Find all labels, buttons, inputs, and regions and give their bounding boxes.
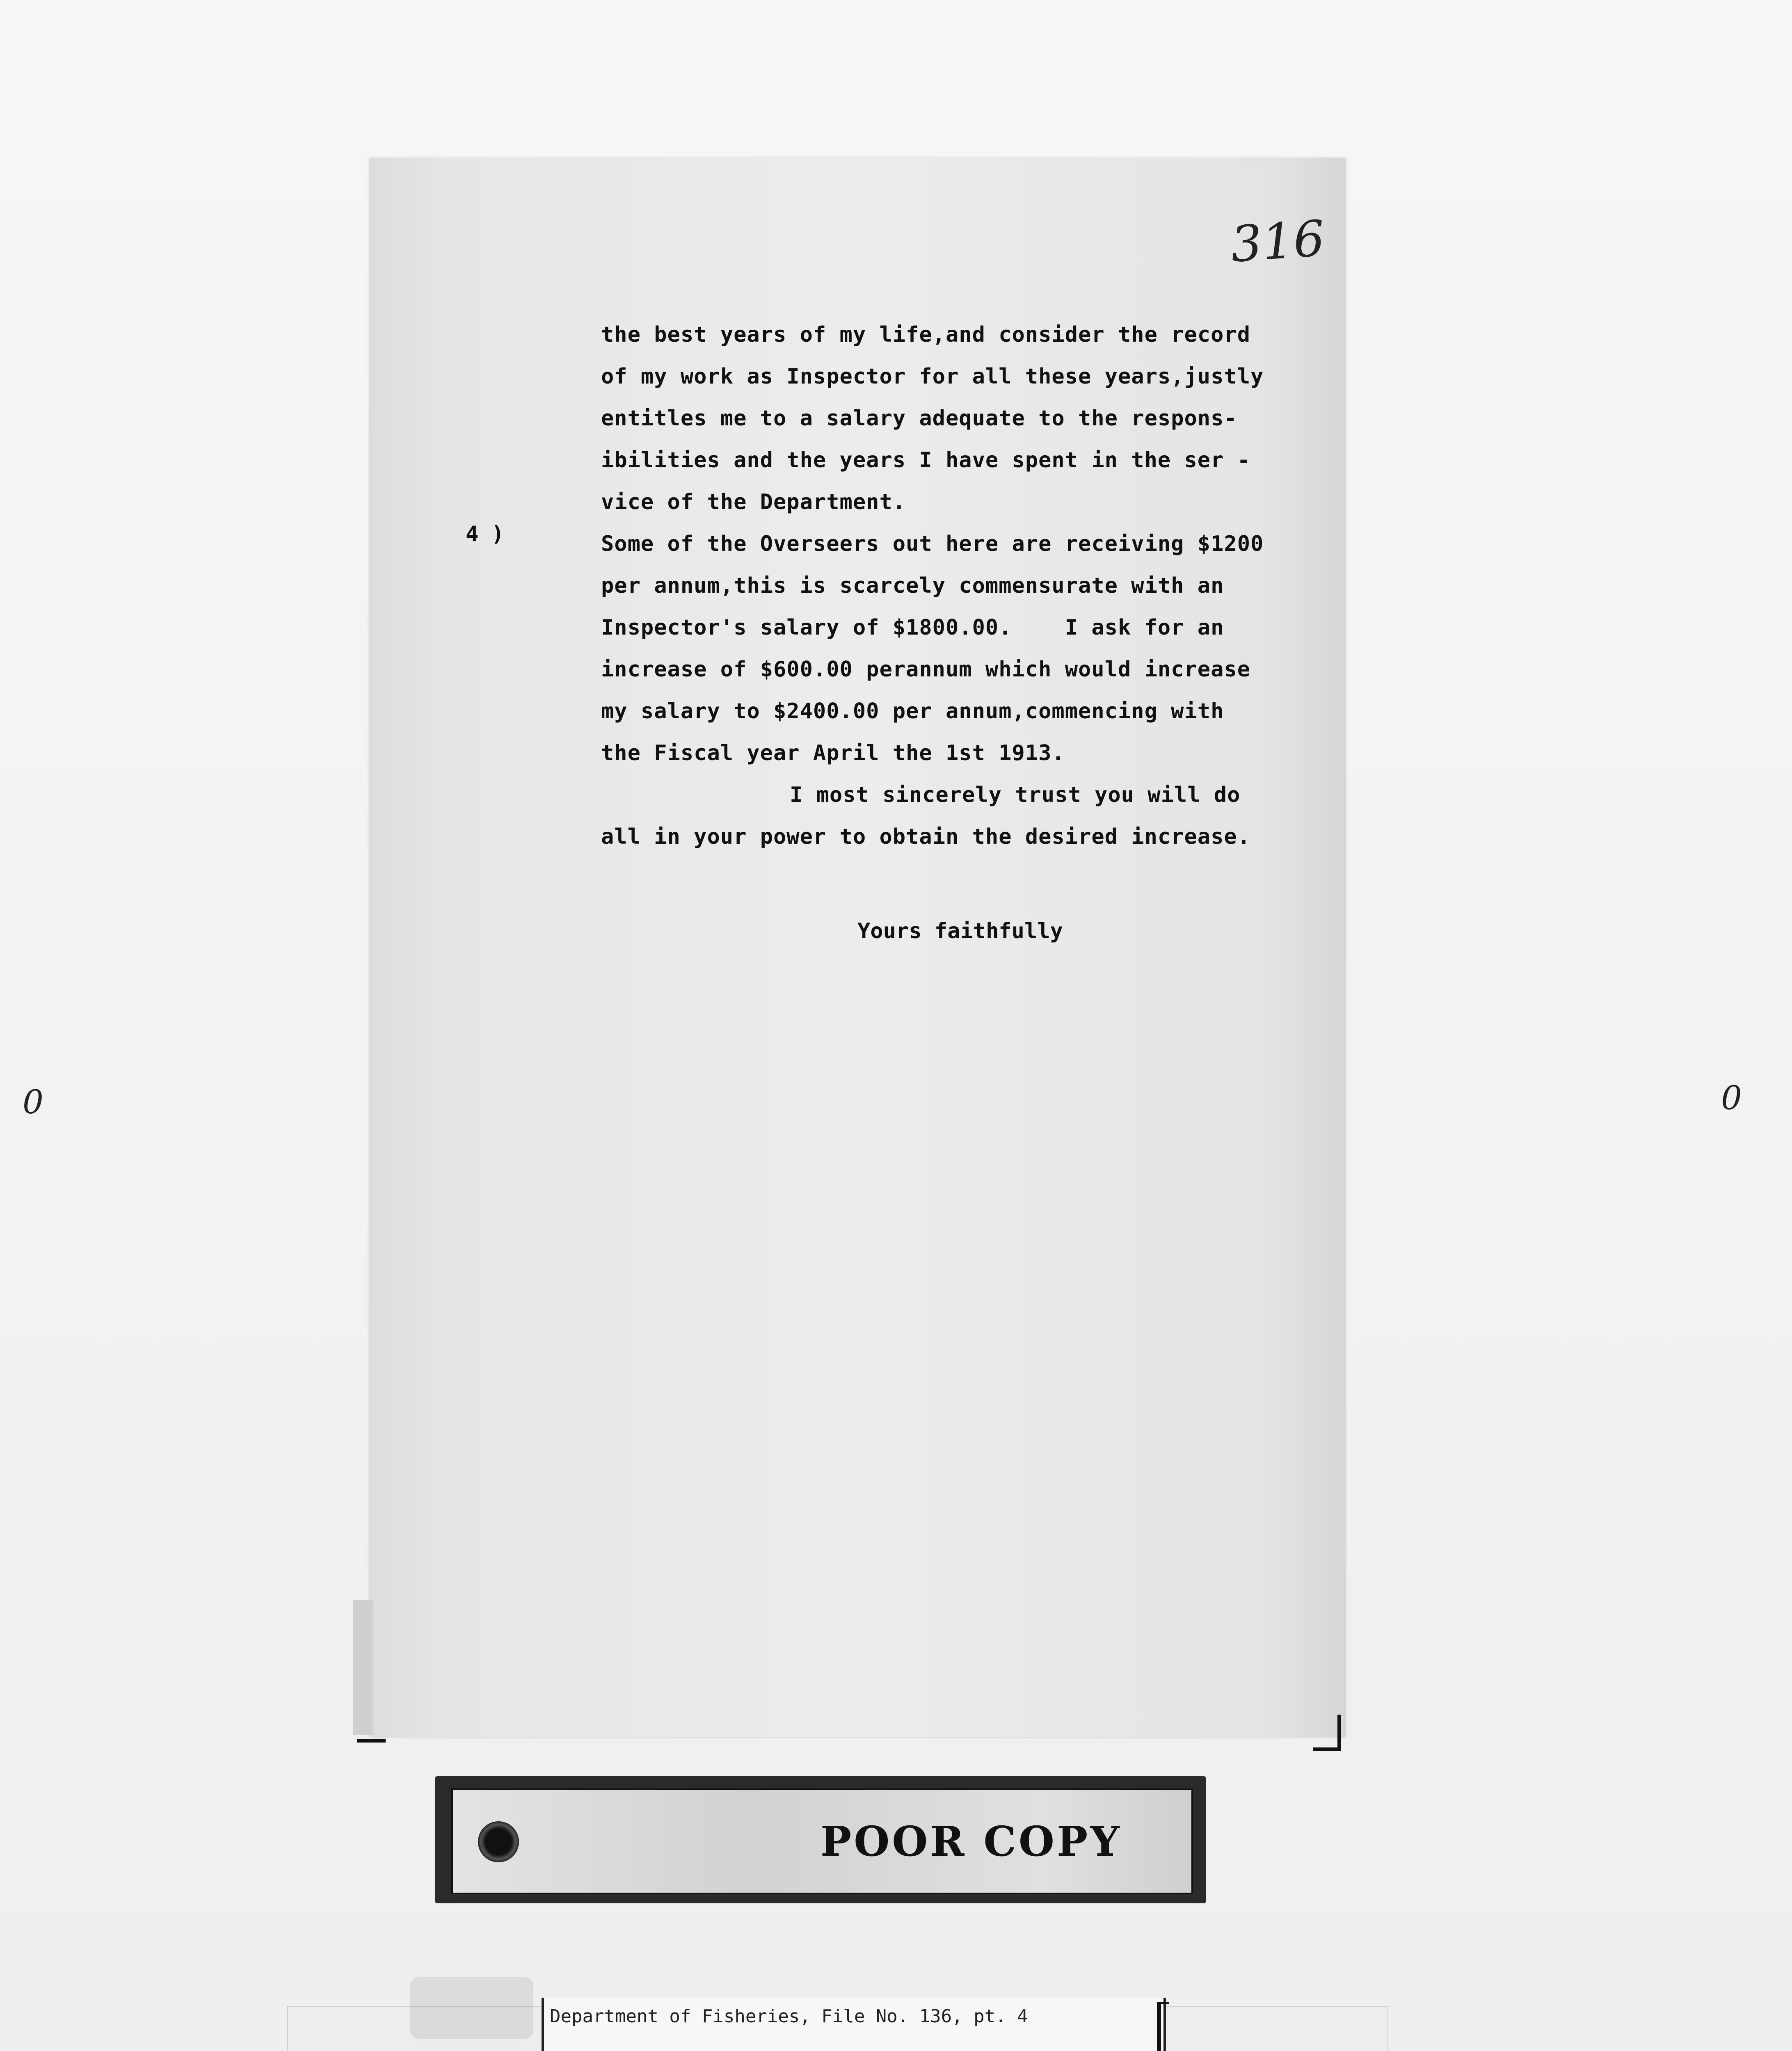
body-line: ibilities and the years I have spent in the ser - bbox=[601, 448, 1251, 473]
closing-salutation: Yours faithfully bbox=[857, 919, 1063, 943]
body-line: increase of $600.00 perannum which would increase bbox=[601, 657, 1251, 682]
body-line: the best years of my life,and consider the record bbox=[601, 322, 1251, 347]
label-hole-icon bbox=[478, 1821, 519, 1862]
folio-number: 316 bbox=[1229, 210, 1327, 274]
letter-body bbox=[601, 314, 1323, 858]
corner-crop-mark bbox=[357, 1739, 386, 1743]
body-line: my salary to $2400.00 per annum,commencing with bbox=[601, 699, 1224, 724]
paragraph-number: 4 ) bbox=[466, 522, 504, 546]
body-line: per annum,this is scarcely commensurate with an bbox=[601, 573, 1224, 598]
body-line: all in your power to obtain the desired increase. bbox=[601, 825, 1251, 849]
film-smudge bbox=[410, 1977, 533, 2039]
body-line: of my work as Inspector for all these years,justly bbox=[601, 364, 1264, 389]
body-line: I most sincerely trust you will do bbox=[790, 783, 1241, 807]
body-line: Inspector's salary of $1800.00. I ask for an bbox=[601, 615, 1224, 640]
left-frame-mark: 0 bbox=[23, 1083, 43, 1121]
right-frame-mark: 0 bbox=[1721, 1079, 1742, 1117]
corner-crop-mark bbox=[1313, 1715, 1341, 1751]
body-line: the Fiscal year April the 1st 1913. bbox=[601, 741, 1065, 765]
body-line: Some of the Overseers out here are receiving $1200 bbox=[601, 532, 1264, 556]
body-line: vice of the Department. bbox=[601, 490, 906, 514]
body-line: entitles me to a salary adequate to the respons- bbox=[601, 406, 1237, 431]
file-bracket bbox=[1157, 2002, 1169, 2051]
file-reference-text: Department of Fisheries, File No. 136, pt. 4 bbox=[550, 2006, 1028, 2027]
page-edge-shadow bbox=[353, 1600, 373, 1735]
poor-copy-text: POOR COPY bbox=[821, 1817, 1122, 1866]
